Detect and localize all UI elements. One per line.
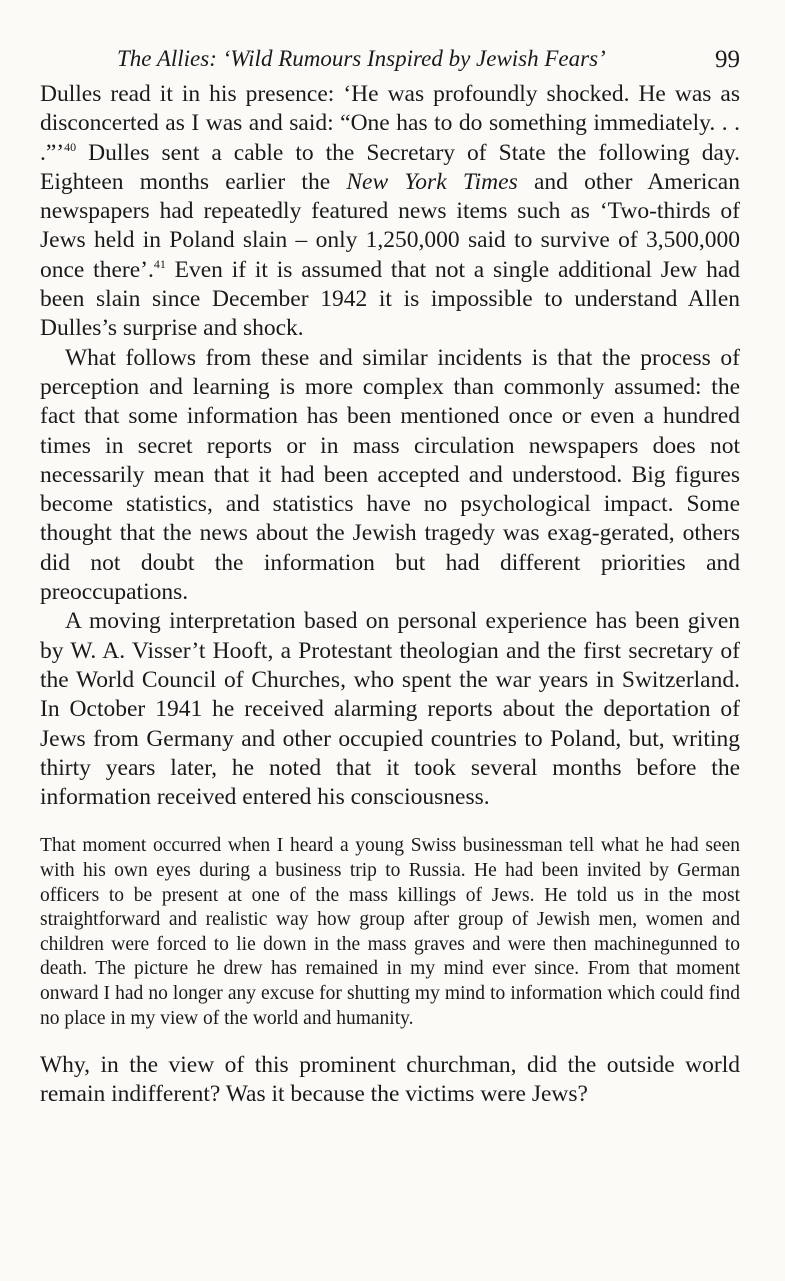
closing-paragraph: Why, in the view of this prominent churchman, did the outside world remain indifferent? Was it because the victims were Jews? bbox=[40, 1052, 740, 1108]
block-quote-text: That moment occurred when I heard a young Swiss businessman tell what he had seen with his own eyes during a business trip to Russia. He had been invited by German officers to be present at one of the mass killings of Jews. He told us in the most straightforward and realistic way how group after group of Jewish men, women and children were forced to lie down in the mass graves and were then machinegunned to death. The picture he drew has remained in my mind ever since. From that moment onward I had no longer any excuse for shutting my mind to information which could find no place in my view of the world and humanity. bbox=[40, 835, 740, 1029]
paragraph-2 bbox=[40, 344, 740, 608]
text-run: Dulles sent a cable to the Secretary of State the following day. Eighteen months earlier the bbox=[40, 139, 740, 195]
paragraph-3 bbox=[40, 607, 740, 812]
book-page bbox=[40, 40, 740, 1110]
text-run: A moving interpretation based on personal experience has been given by W. A. Visser’t Hooft, a Protestant theologian and the first secretary of the World Council of Churches, who spent the war years in Switzerland. In October 1941 he received alarming reports about the deportation of Jews from Germany and other occupied countries to Poland, but, writing thirty years later, he noted that it took several months before the information received entered his consciousness. bbox=[40, 608, 740, 811]
text-run: Dulles read it in his presence: ‘He was profoundly shocked. He was as disconcerted as I was and said: “One has to do something immediately. . . .”’ bbox=[40, 81, 740, 166]
running-head bbox=[40, 40, 740, 80]
footnote-ref: 40 bbox=[64, 139, 77, 154]
page-number: 99 bbox=[715, 46, 740, 73]
body-text bbox=[40, 80, 740, 812]
paragraph-1 bbox=[40, 80, 740, 344]
text-run: and other American newspapers had repeatedly featured news items such as ‘Two-thirds of Jews held in Poland slain – only 1,250,000 said to survive of 3,500,000 once there’. bbox=[40, 168, 740, 283]
footnote-ref: 41 bbox=[153, 256, 166, 271]
italic-title: New York Times bbox=[346, 168, 518, 195]
block-quote bbox=[40, 834, 740, 1031]
running-head-title: The Allies: ‘Wild Rumours Inspired by Jewish Fears’ bbox=[117, 46, 606, 71]
closing-section bbox=[40, 1051, 740, 1110]
text-run: Even if it is assumed that not a single additional Jew had been slain since December 1942 it is impossible to understand Allen Dulles’s surprise and shock. bbox=[40, 256, 740, 342]
text-run: What follows from these and similar incidents is that the process of perception and learning is more complex than commonly assumed: the fact that some information has been mentioned once or even a hundred times in secret reports or in mass circulation newspapers does not necessarily mean that it had been accepted and understood. Big figures become statistics, and statistics have no psychological impact. Some thought that the news about the Jewish tragedy was exag-gerated, others did not doubt the information but had different priorities and preoccupations. bbox=[40, 344, 740, 606]
